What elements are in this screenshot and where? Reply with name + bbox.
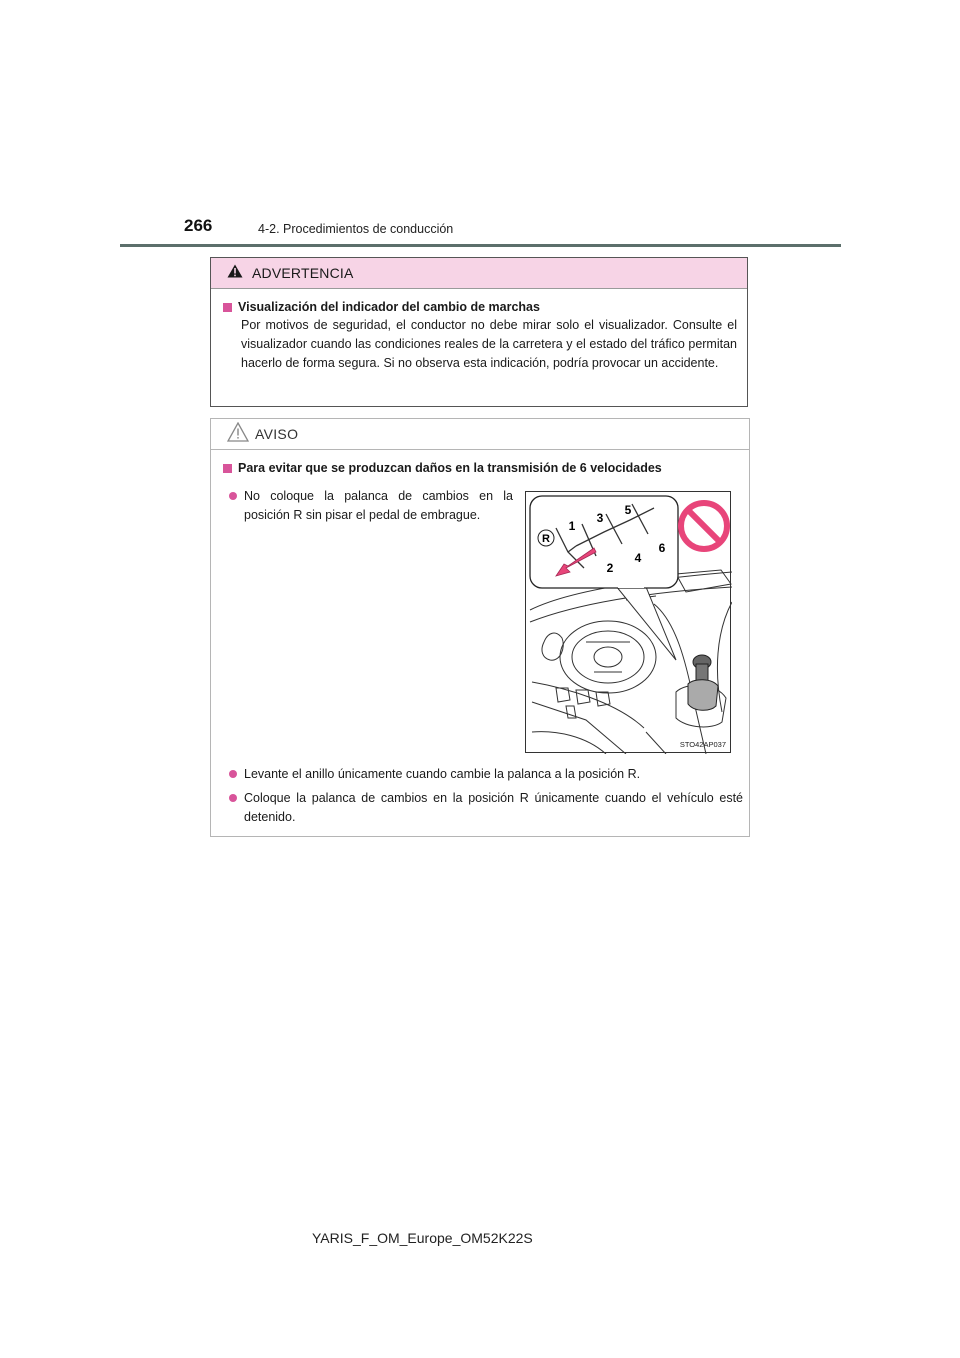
- warning-subheading: [223, 300, 737, 314]
- section-title: 4-2. Procedimientos de conducción: [258, 222, 454, 236]
- square-bullet-icon: [223, 464, 232, 473]
- bullet-text: Levante el anillo únicamente cuando cambie la palanca a la posición R.: [244, 767, 641, 781]
- bullet-text: No coloque la palanca de cambios en la posición R sin pisar el pedal de embrague.: [244, 489, 513, 522]
- header-rule: [120, 244, 841, 247]
- gear-label-3: 3: [596, 511, 604, 525]
- notice-box: [210, 418, 750, 837]
- warning-text: Por motivos de seguridad, el conductor no debe mirar solo el visualizador. Consulte el visualizador cuando las condiciones reales de la carretera y el estado del tráfico permitan hacerlo de forma segura. Si no observa esta indicación, podría provocar un accidente.: [241, 318, 737, 370]
- warning-subheading-text: Visualización del indicador del cambio de marchas: [238, 300, 540, 314]
- square-bullet-icon: [223, 303, 232, 312]
- bullet-dot-icon: [229, 492, 237, 500]
- list-item: [229, 789, 743, 827]
- notice-triangle-icon: [227, 422, 249, 447]
- gear-label-4: 4: [634, 551, 642, 565]
- list-item: [229, 765, 741, 784]
- page-number: 266: [184, 216, 213, 235]
- footer-doc-id: YARIS_F_OM_Europe_OM52K22S: [312, 1230, 533, 1246]
- warning-box: [210, 257, 748, 407]
- gear-label-1: 1: [568, 519, 576, 533]
- notice-subheading-text: Para evitar que se produzcan daños en la transmisión de 6 velocidades: [238, 461, 662, 475]
- warning-title: ADVERTENCIA: [252, 265, 354, 281]
- prohibition-icon: [677, 499, 731, 558]
- warning-header: [211, 258, 747, 289]
- gear-label-2: 2: [606, 561, 614, 575]
- notice-subheading: [223, 461, 662, 475]
- gear-label-6: 6: [658, 541, 666, 555]
- figure-code: STO42AP037: [679, 740, 726, 749]
- notice-title: AVISO: [255, 426, 299, 442]
- bullet-text: Coloque la palanca de cambios en la posición R únicamente cuando el vehículo esté detenido.: [244, 791, 743, 824]
- notice-header: [211, 419, 749, 450]
- bullet-dot-icon: [229, 794, 237, 802]
- gear-label-5: 5: [624, 503, 632, 517]
- gear-label-r: R: [542, 533, 550, 545]
- bullet-dot-icon: [229, 770, 237, 778]
- warning-triangle-icon: [227, 264, 243, 283]
- list-item: [229, 487, 513, 525]
